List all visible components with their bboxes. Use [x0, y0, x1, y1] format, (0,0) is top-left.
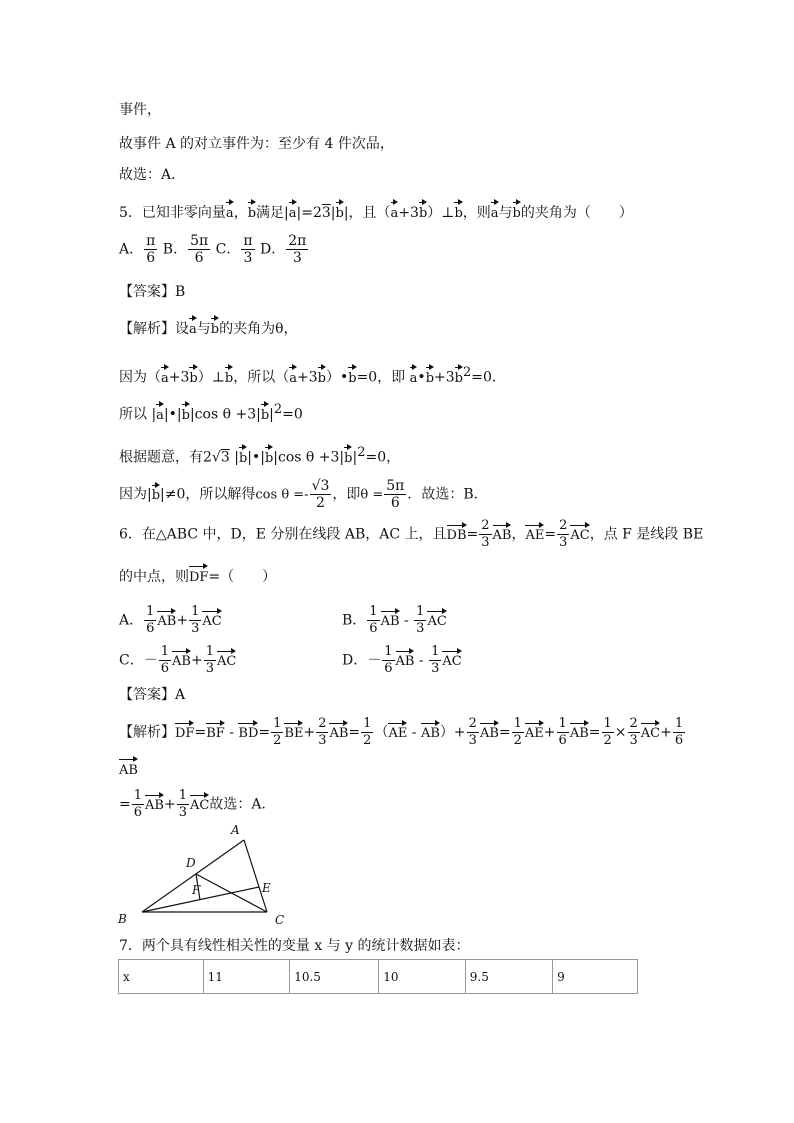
q7-stem: 7．两个具有线性相关性的变量 x 与 y 的统计数据如表：: [119, 938, 470, 954]
q5-options: A． $\frac{\pi}{6}$ B． $\frac{5\pi}{6}$ C． $\frac{\pi}{3}$ D． $\frac{2\pi}{3}$: [119, 233, 307, 266]
q6-option-a: A． $\frac{1}{6}$ AB+ $\frac{1}{3}$ AC: [119, 604, 222, 636]
q6-answer: 【答案】A: [119, 687, 186, 703]
table-cell: 10: [379, 960, 466, 994]
q6-exp-1: 【解析】DF=BF - BD= $\frac{1}{2}$ BE+ $\frac{2}{3}$ AB= $\frac{1}{2}$ （AE - AB）+ $\frac{2}{3}$ AB= $\frac{1}{2}$ AE+ $\frac{1}{6}$ AB= $\frac{1}{2}$ × $\frac{2}{3}$ AC+ $\frac{1}{6}$: [119, 716, 684, 748]
q6-option-b: B． $\frac{1}{6}$ AB - $\frac{1}{3}$ AC: [342, 604, 447, 636]
q5-stem: 5．已知非零向量a，b满足|a|=23|b|，且（a+3b）⊥b，则a与b的夹角为（ ）: [119, 205, 633, 221]
q5-exp-2: 因为（a+3b）⊥b，所以（a+3b）•b=0，即 $a•b+3b^2=0$．: [119, 365, 506, 386]
label-a: A: [231, 823, 240, 837]
label-d: D: [186, 856, 196, 870]
text-line: 故选：A．: [119, 167, 186, 183]
text-line: 故事件 A 的对立事件为：至少有 4 件次品，: [119, 136, 394, 152]
q6-stem: 6．在△ABC 中，D，E 分别在线段 AB，AC 上，且DB= $\frac{2}{3}$ AB，AE= $\frac{2}{3}$ AC，点 F 是线段 BE: [119, 518, 704, 550]
table-cell: 11: [203, 960, 290, 994]
q5-exp-4: 根据题意，有2√3 |b|•|b|cos $\theta +3|b|^2=0$，: [119, 445, 401, 466]
label-b: B: [118, 912, 127, 926]
text-line: 事件，: [119, 102, 161, 118]
table-cell: 9: [553, 960, 638, 994]
q6-exp-1b: AB: [119, 763, 138, 778]
triangle-figure: [112, 820, 292, 930]
q6-option-c: C．－ $\frac{1}{6}$ AB+ $\frac{1}{3}$ AC: [119, 644, 237, 676]
label-e: E: [262, 881, 271, 895]
q5-answer: 【答案】B: [119, 284, 186, 300]
label-c: C: [275, 913, 285, 927]
table-cell: 9.5: [465, 960, 552, 994]
table-row: [119, 960, 638, 994]
q6-option-d: D．－ $\frac{1}{6}$ AB - $\frac{1}{3}$ AC: [342, 644, 462, 676]
table-cell: 10.5: [290, 960, 379, 994]
table-cell: x: [119, 960, 204, 994]
label-f: F: [192, 883, 201, 897]
q6-exp-2: = $\frac{1}{6}$ AB+ $\frac{1}{3}$ AC故选：A．: [119, 788, 276, 820]
data-table: [118, 959, 638, 994]
q5-exp-5: 因为|b|≠0，所以解得cos θ =- $\frac{√3}{2}$ ，即θ = $\frac{5\pi}{6}$ ．故选：B．: [119, 478, 488, 511]
q6-stem-2: 的中点，则DF=（ ）: [119, 569, 277, 585]
q5-exp-1: 【解析】设a与b的夹角为θ，: [119, 321, 298, 337]
q5-exp-3: 所以 |a|•|b|cos $\theta +3|b|^2=0$: [119, 402, 303, 423]
